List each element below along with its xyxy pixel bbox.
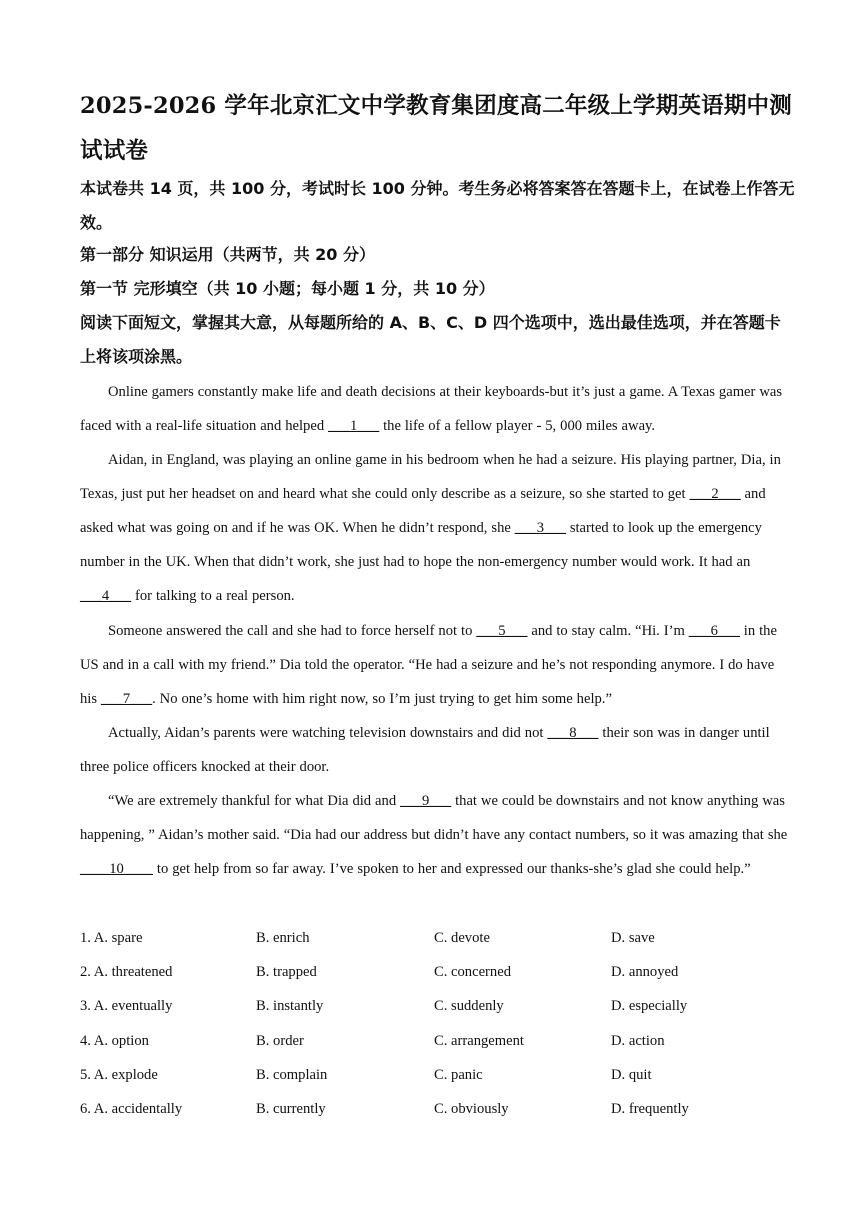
option-b: B. currently (256, 1100, 326, 1117)
paragraph-text: Someone answered the call and she had to force herself not to (108, 623, 477, 639)
option-a: 3. A. eventually (80, 998, 173, 1015)
paragraph-text: to get help from so far away. I’ve spoken to her and expressed our thanks-she’s glad she could help.” (152, 861, 751, 877)
paragraph-text: Online gamers constantly make life and death decisions at their keyboards-but it’s just a game. A Texas gamer was faced with a real-life situation and helped (80, 384, 783, 434)
paragraph-text: Actually, Aidan’s parents were watching television downstairs and did not (108, 725, 548, 741)
option-b: B. complain (256, 1066, 328, 1083)
blank-7: ___7___ (100, 691, 153, 707)
option-d: D. save (611, 930, 655, 946)
option-d: D. especially (611, 998, 688, 1015)
paragraph-text: and to stay calm. “Hi. I’m (527, 623, 689, 639)
answer-options (80, 921, 780, 1126)
blank-5: ___5___ (476, 623, 528, 639)
part-heading: 第一部分 知识运用（共两节，共 20 分） (80, 245, 375, 264)
paragraph-text: started to look up the emergency number in the UK. When that didn’t work, she just had to hope the non-emergency number would work. It had an (80, 520, 762, 570)
blank-10: ____10____ (80, 861, 153, 877)
directions: 阅读下面短文，掌握其大意，从每题所给的 A、B、C、D 四个选项中，选出最佳选项，并在答题卡上将该项涂黑。 (80, 313, 781, 366)
option-a: 6. A. accidentally (80, 1100, 183, 1117)
paragraph-text: . No one’s home with him right now, so I’m just trying to get him some help.” (152, 691, 612, 707)
option-c: C. suddenly (434, 998, 504, 1015)
paragraph-text: in the US and in a call with my friend.” Dia told the operator. “He had a seizure and he’s not responding anymore. I do have his (80, 623, 777, 707)
question-row (80, 1024, 780, 1058)
option-c: C. obviously (434, 1100, 509, 1117)
option-b: B. enrich (256, 930, 310, 946)
question-row (80, 955, 780, 989)
question-row (80, 989, 780, 1023)
option-c: C. concerned (434, 964, 511, 981)
paragraph-text: and asked what was going on and if he was OK. When he didn’t respond, she (80, 486, 766, 536)
option-d: D. quit (611, 1066, 652, 1083)
passage-paragraph-2 (80, 443, 790, 613)
option-a: 5. A. explode (80, 1066, 158, 1083)
option-b: B. instantly (256, 998, 324, 1015)
option-b: B. trapped (256, 964, 317, 981)
general-instructions: 本试卷共 14 页，共 100 分，考试时长 100 分钟。考生务必将答案答在答题卡上，在试卷上作答无效。 (80, 179, 795, 232)
passage-paragraph-3 (80, 614, 790, 716)
option-c: C. devote (434, 930, 490, 946)
paragraph-text: “We are extremely thankful for what Dia did and (108, 793, 401, 809)
passage-paragraph-4 (80, 716, 790, 784)
paragraph-text: Aidan, in England, was playing an online game in his bedroom when he had a seizure. His playing partner, Dia, in Texas, just put her headset on and heard what she could only describe as a seizure, so she started to get (80, 452, 781, 502)
blank-8: ___8___ (547, 725, 599, 741)
paragraph-text: the life of a fellow player - 5, 000 miles away. (379, 418, 656, 434)
option-a: 4. A. option (80, 1032, 149, 1049)
option-c: C. panic (434, 1066, 483, 1083)
option-b: B. order (256, 1032, 304, 1049)
paragraph-text: their son was in danger until three police officers knocked at their door. (80, 725, 770, 775)
option-d: D. annoyed (611, 964, 679, 981)
blank-4: ___4___ (80, 588, 132, 604)
blank-1: ___1___ (328, 418, 380, 434)
section-heading: 第一节 完形填空（共 10 小题；每小题 1 分，共 10 分） (80, 279, 495, 298)
option-a: 2. A. threatened (80, 964, 173, 981)
blank-6: ___6___ (688, 623, 740, 639)
exam-title: 2025-2026 学年北京汇文中学教育集团度高二年级上学期英语期中测试试卷 (80, 93, 792, 164)
blank-3: ___3___ (514, 520, 566, 536)
option-d: D. frequently (611, 1100, 689, 1117)
blank-2: ___2___ (689, 486, 741, 502)
passage-paragraph-1 (80, 375, 790, 443)
question-row (80, 1058, 780, 1092)
question-row (80, 921, 780, 955)
option-d: D. action (611, 1032, 665, 1049)
option-c: C. arrangement (434, 1032, 524, 1049)
paragraph-text: that we could be downstairs and not know anything was happening, ” Aidan’s mother said. “Dia had our address but didn’t have any contact numbers, so it was amazing that she (80, 793, 788, 843)
option-a: 1. A. spare (80, 930, 143, 946)
passage-paragraph-5 (80, 784, 790, 886)
paragraph-text: for talking to a real person. (131, 588, 295, 604)
question-row (80, 1092, 780, 1126)
blank-9: ___9___ (400, 793, 452, 809)
